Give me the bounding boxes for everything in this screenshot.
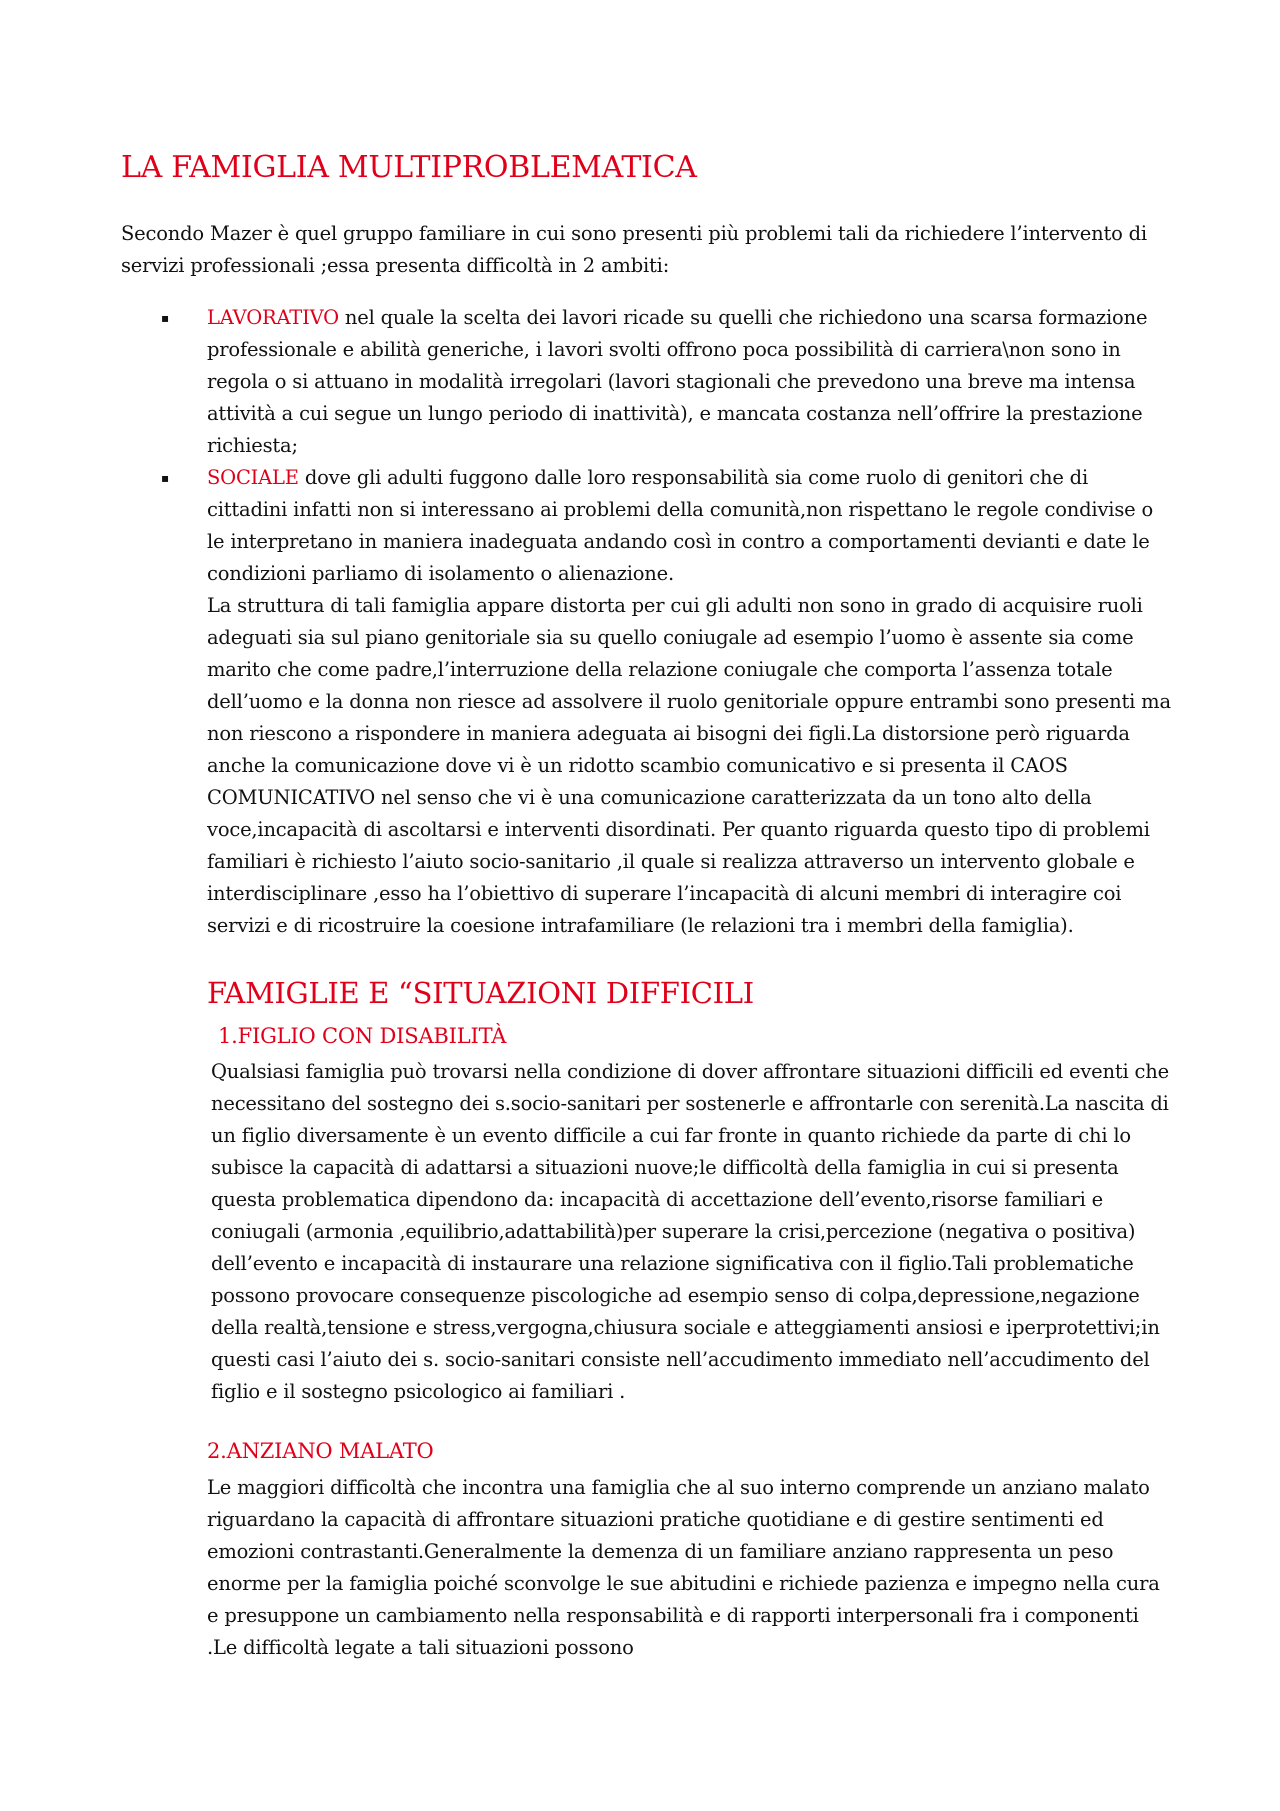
bullet-text: nel quale la scelta dei lavori ricade su quelli che richiedono una scarsa formazione professionale e abilità generiche, i lavori svolti offrono poca possibilità di carriera\non sono in regola o si attuano in modalità irregolari (lavori stagionali che prevedono una breve ma intensa attività a cui segue un lungo periodo di inattività), e mancata costanza nell’offrire la prestazione richiesta;: [207, 306, 1148, 457]
bullet-text: dove gli adulti fuggono dalle loro responsabilità sia come ruolo di genitori che di cittadini infatti non si interessano ai problemi della comunità,non rispettano le regole condivise o le interpretano in maniera inadeguata andando così in contro a comportamenti devianti e date le condizioni parliamo di isolamento o alienazione.: [207, 466, 1154, 585]
square-bullet-icon: ▪: [161, 311, 169, 325]
intro-paragraph: Secondo Mazer è quel gruppo familiare in cui sono presenti più problemi tali da richiedere l’intervento di servizi professionali ;essa presenta difficoltà in 2 ambiti:: [121, 222, 1147, 277]
anziano-paragraph: Le maggiori difficoltà che incontra una famiglia che al suo interno comprende un anziano malato riguardano la capacità di affrontare situazioni pratiche quotidiane e di gestire sentimenti ed emozioni contrastanti.Generalmente la demenza di un familiare anziano rappresenta un peso enorme per la famiglia poiché sconvolge le sue abitudini e richiede pazienza e impegno nella cura e presuppone un cambiamento nella responsabilità e di rapporti interpersonali fra i componenti .Le difficoltà legate a tali situazioni possono: [207, 1476, 1160, 1659]
keyword-lavorativo: LAVORATIVO: [207, 306, 339, 329]
keyword-sociale: SOCIALE: [207, 466, 299, 489]
ambiti-list: [161, 302, 1171, 590]
structure-paragraph: La struttura di tali famiglia appare distorta per cui gli adulti non sono in grado di acquisire ruoli adeguati sia sul piano genitoriale sia su quello coniugale ad esempio l’uomo è assente sia come marito che come padre,l’interruzione della relazione coniugale che comporta l’assenza totale dell’uomo e la donna non riesce ad assolvere il ruolo genitoriale oppure entrambi sono presenti ma non riescono a rispondere in maniera adeguata ai bisogni dei figli.La distorsione però riguarda anche la comunicazione dove vi è un ridotto scambio comunicativo e si presenta il CAOS COMUNICATIVO nel senso che vi è una comunicazione caratterizzata da un tono alto della voce,incapacità di ascoltarsi e interventi disordinati. Per quanto riguarda questo tipo di problemi familiari è richiesto l’aiuto socio-sanitario ,il quale si realizza attraverso un intervento globale e interdisciplinare ,esso ha l’obiettivo di superare l’incapacità di alcuni membri di interagire coi servizi e di ricostruire la coesione intrafamiliare (le relazioni tra i membri della famiglia).: [207, 594, 1171, 937]
subheading-figlio-disabilita: 1.FIGLIO CON DISABILITÀ: [218, 1024, 507, 1048]
list-item: [161, 462, 1171, 590]
list-item: [161, 302, 1171, 462]
subheading-anziano-malato: 2.ANZIANO MALATO: [207, 1439, 434, 1463]
disabilita-paragraph: Qualsiasi famiglia può trovarsi nella condizione di dover affrontare situazioni difficili ed eventi che necessitano del sostegno dei s.socio-sanitari per sostenerle e affrontarle con serenità.La nascita di un figlio diversamente è un evento difficile a cui far fronte in quanto richiede da parte di chi lo subisce la capacità di adattarsi a situazioni nuove;le difficoltà della famiglia in cui si presenta questa problematica dipendono da: incapacità di accettazione dell’evento,risorse familiari e coniugali (armonia ,equilibrio,adattabilità)per superare la crisi,percezione (negativa o positiva) dell’evento e incapacità di instaurare una relazione significativa con il figlio.Tali problematiche possono provocare consequenze piscologiche ad esempio senso di colpa,depressione,negazione della realtà,tensione e stress,vergogna,chiusura sociale e atteggiamenti ansiosi e iperprotettivi;in questi casi l’aiuto dei s. socio-sanitari consiste nell’accudimento immediato nell’accudimento del figlio e il sostegno psicologico ai familiari .: [211, 1060, 1169, 1403]
section-heading-famiglie: FAMIGLIE E “SITUAZIONI DIFFICILI: [207, 976, 754, 1010]
page-title: LA FAMIGLIA MULTIPROBLEMATICA: [121, 150, 697, 185]
square-bullet-icon: ▪: [161, 471, 169, 485]
